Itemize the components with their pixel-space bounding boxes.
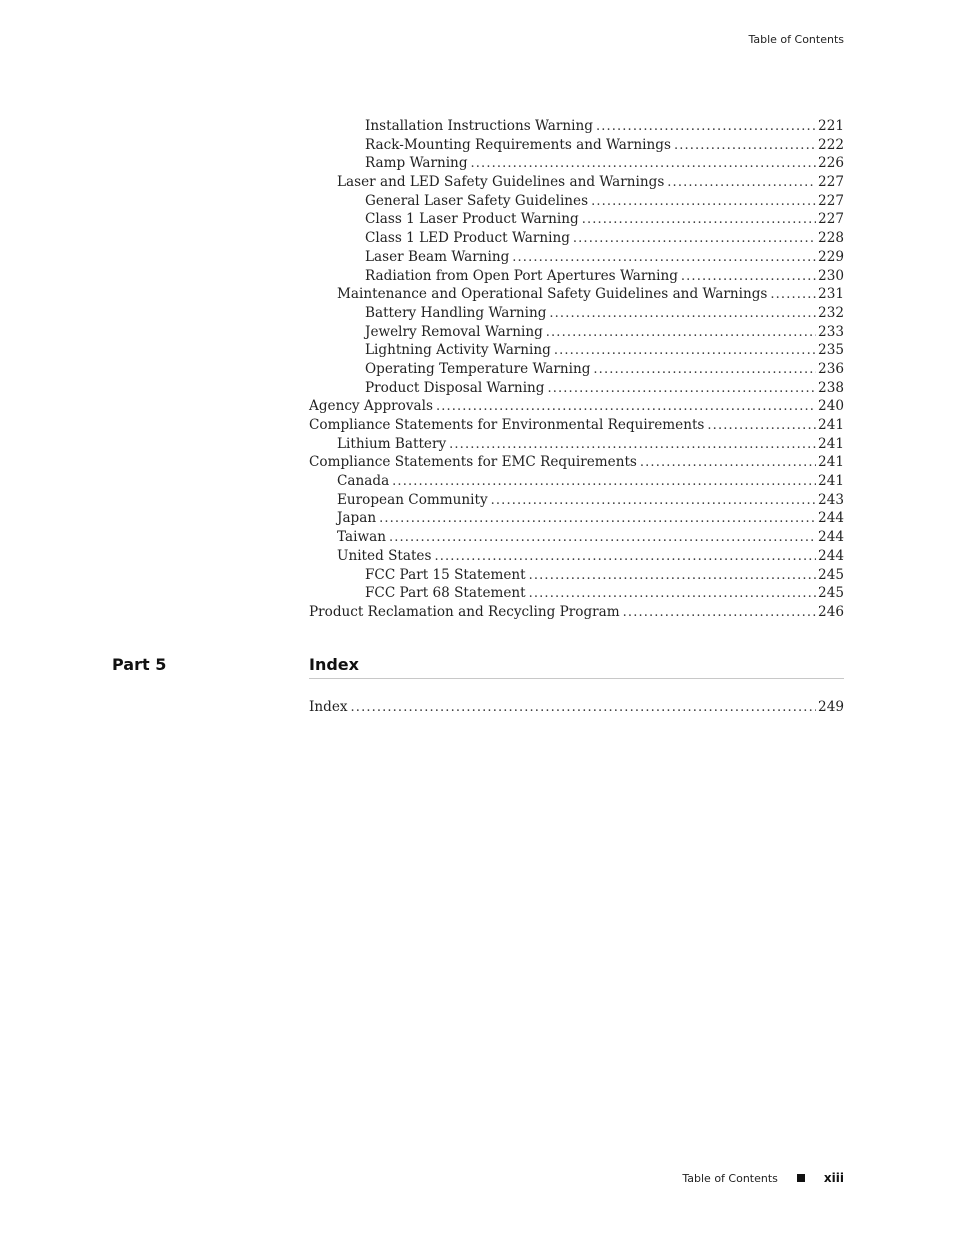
toc-entry-title: Radiation from Open Port Apertures Warning (365, 267, 678, 284)
dot-leader (593, 362, 816, 377)
toc-entry-page: 246 (818, 603, 844, 620)
dot-leader (379, 511, 816, 526)
part-heading (112, 655, 844, 683)
dot-leader (546, 325, 816, 340)
toc-entry[interactable] (309, 492, 844, 511)
index-toc-list (309, 699, 844, 718)
toc-entry[interactable] (309, 249, 844, 268)
part-divider (309, 678, 844, 679)
dot-leader (667, 175, 816, 190)
toc-entry-page: 232 (818, 304, 844, 321)
toc-entry-title: Operating Temperature Warning (365, 360, 591, 377)
toc-entry-title: Product Disposal Warning (365, 379, 545, 396)
toc-entry-page: 238 (818, 379, 844, 396)
toc-entry[interactable] (309, 361, 844, 380)
toc-entry[interactable] (309, 567, 844, 586)
toc-entry-page: 243 (818, 491, 844, 508)
toc-entry-title: Class 1 Laser Product Warning (365, 211, 579, 228)
dot-leader (434, 549, 816, 564)
toc-entry-title: Battery Handling Warning (365, 304, 547, 321)
toc-entry[interactable] (309, 342, 844, 361)
toc-entry[interactable] (309, 436, 844, 455)
toc-entry-page: 228 (818, 230, 844, 247)
dot-leader (491, 493, 816, 508)
toc-entry[interactable] (309, 211, 844, 230)
toc-entry-title: Jewelry Removal Warning (365, 323, 543, 340)
dot-leader (554, 343, 816, 358)
toc-entry-page: 221 (818, 118, 844, 134)
toc-entry-page: 236 (818, 360, 844, 377)
toc-entry-page: 230 (818, 267, 844, 284)
toc-entry-title: Product Reclamation and Recycling Program (309, 603, 620, 620)
toc-entry-title: Taiwan (337, 529, 386, 546)
dot-leader (449, 437, 816, 452)
dot-leader (549, 306, 816, 321)
toc-entry-title: Lithium Battery (337, 435, 447, 452)
toc-entry-title: Maintenance and Operational Safety Guidelines and Warnings (337, 286, 768, 303)
toc-entry-page: 241 (818, 454, 844, 471)
toc-entry[interactable] (309, 548, 844, 567)
toc-entry[interactable] (309, 324, 844, 343)
toc-entry[interactable] (309, 398, 844, 417)
toc-entry[interactable] (309, 380, 844, 399)
dot-leader (392, 474, 816, 489)
toc-entry-title: General Laser Safety Guidelines (365, 192, 589, 209)
dot-leader (529, 586, 816, 601)
dot-leader (471, 156, 817, 171)
toc-entry[interactable] (309, 174, 844, 193)
dot-leader (582, 212, 816, 227)
toc-entry-title: Compliance Statements for Environmental Requirements (309, 417, 705, 433)
dot-leader (548, 381, 817, 396)
toc-entry-page: 229 (818, 248, 844, 265)
dot-leader (681, 269, 816, 284)
footer-title: Table of Contents (682, 1171, 778, 1185)
toc-entry[interactable] (309, 230, 844, 249)
toc-entry-page: 227 (818, 192, 844, 209)
dot-leader (351, 700, 817, 715)
toc-entry-page: 235 (818, 342, 844, 359)
toc-entry-page: 227 (818, 174, 844, 191)
toc-entry-title: United States (337, 547, 432, 564)
toc-entry-title: Lightning Activity Warning (365, 342, 551, 359)
dot-leader (389, 530, 816, 545)
toc-entry[interactable] (309, 529, 844, 548)
dot-leader (623, 605, 816, 620)
part-title: Index (309, 655, 359, 674)
footer-square-bullet-icon (797, 1174, 805, 1182)
toc-entry-title: Class 1 LED Product Warning (365, 230, 570, 247)
toc-entry-title: Ramp Warning (365, 155, 468, 172)
toc-entry[interactable] (309, 473, 844, 492)
toc-entry-title: FCC Part 68 Statement (365, 585, 526, 602)
dot-leader (573, 231, 816, 246)
toc-entry[interactable] (309, 137, 844, 156)
toc-entry-page: 241 (818, 435, 844, 452)
dot-leader (436, 399, 816, 414)
toc-entry-title: Laser Beam Warning (365, 248, 510, 265)
toc-entry[interactable] (309, 268, 844, 287)
running-header: Table of Contents (748, 33, 844, 46)
toc-entry[interactable] (309, 118, 844, 137)
toc-entry-title: Rack-Mounting Requirements and Warnings (365, 136, 671, 153)
toc-entry-page: 245 (818, 585, 844, 602)
footer-page-number: xiii (823, 1171, 844, 1185)
dot-leader (707, 418, 816, 433)
toc-entry[interactable] (309, 305, 844, 324)
toc-entry-page: 231 (818, 286, 844, 303)
toc-entry-title: Index (309, 699, 348, 715)
toc-entry[interactable] (309, 699, 844, 718)
toc-entry-title: Laser and LED Safety Guidelines and Warnings (337, 174, 665, 191)
toc-entry-page: 222 (818, 136, 844, 153)
toc-entry-page: 241 (818, 473, 844, 490)
toc-entry-page: 245 (818, 566, 844, 583)
toc-entry-title: Agency Approvals (309, 398, 433, 415)
toc-entry-page: 244 (818, 529, 844, 546)
toc-entry-page: 241 (818, 417, 844, 433)
toc-entry-title: Japan (337, 510, 377, 527)
toc-entry[interactable] (309, 454, 844, 473)
dot-leader (512, 250, 816, 265)
toc-entry[interactable] (309, 417, 844, 436)
dot-leader (596, 119, 816, 134)
toc-entry-page: 226 (818, 155, 844, 172)
toc-entry[interactable] (309, 510, 844, 529)
toc-entry[interactable] (309, 155, 844, 174)
toc-entry-title: Compliance Statements for EMC Requirements (309, 454, 637, 471)
dot-leader (770, 287, 816, 302)
part-label: Part 5 (112, 655, 167, 674)
toc-entry-page: 233 (818, 323, 844, 340)
toc-entry-page: 240 (818, 398, 844, 415)
toc-entry-page: 227 (818, 211, 844, 228)
toc-entry-page: 244 (818, 510, 844, 527)
dot-leader (640, 455, 816, 470)
running-footer (682, 1171, 844, 1185)
toc-entry-title: Installation Instructions Warning (365, 118, 593, 134)
toc-entry-title: Canada (337, 473, 390, 490)
toc-entry[interactable] (309, 604, 844, 623)
toc-entry-page: 249 (818, 699, 844, 715)
toc-entry-title: European Community (337, 491, 488, 508)
toc-entry[interactable] (309, 193, 844, 212)
toc-entry-page: 244 (818, 547, 844, 564)
toc-entry[interactable] (309, 286, 844, 305)
dot-leader (674, 138, 816, 153)
toc-list (309, 118, 844, 623)
toc-entry[interactable] (309, 585, 844, 604)
toc-entry-title: FCC Part 15 Statement (365, 566, 526, 583)
dot-leader (529, 568, 816, 583)
dot-leader (591, 194, 816, 209)
